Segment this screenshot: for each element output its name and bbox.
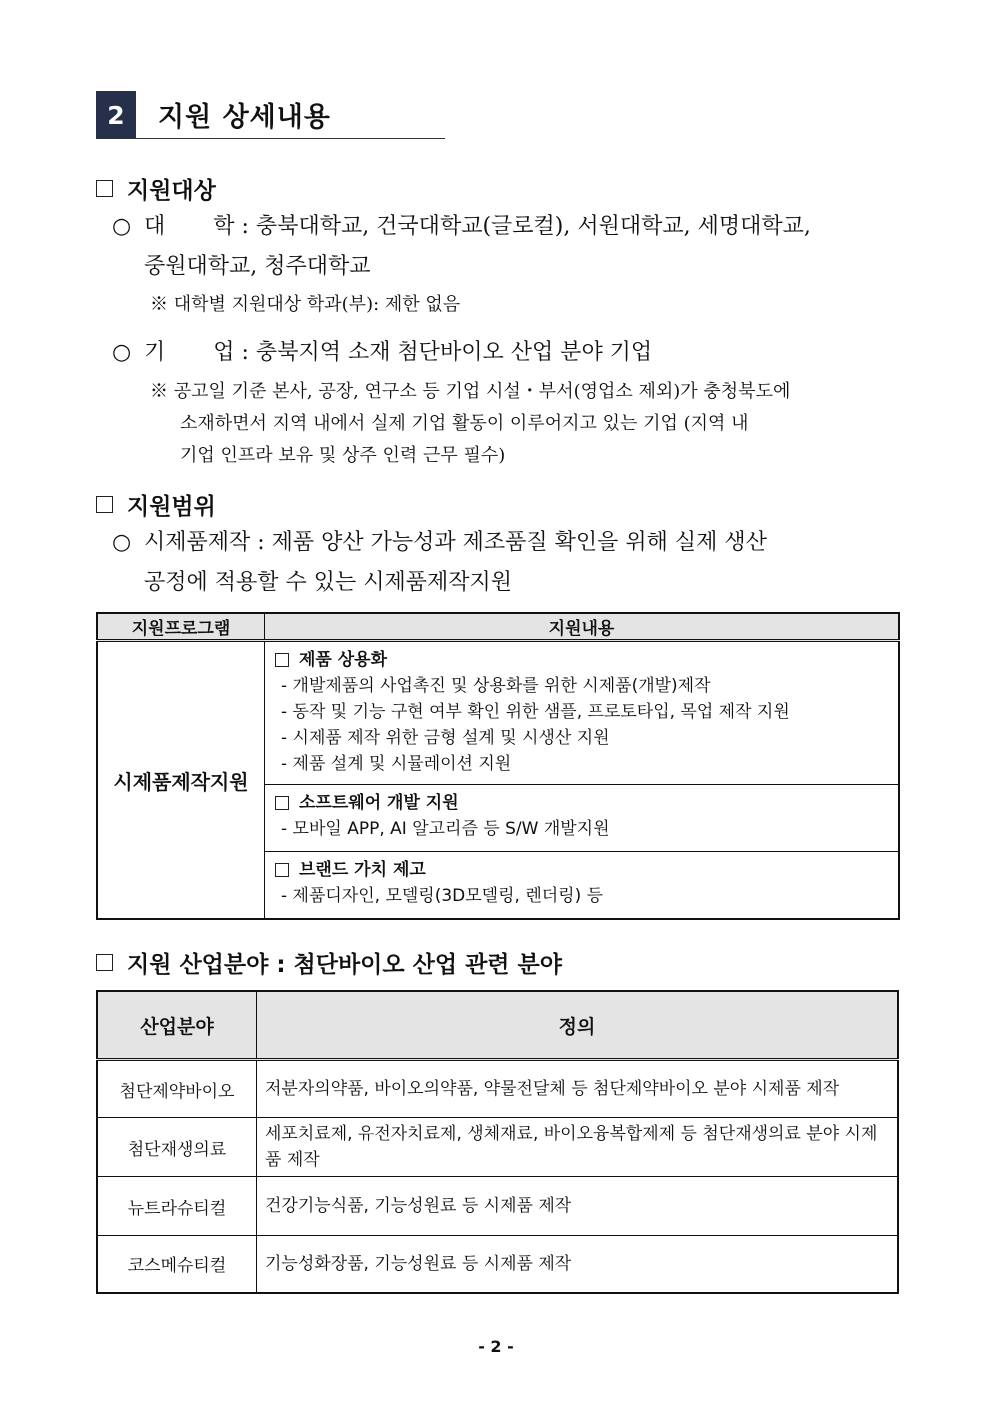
field-cell: 첨단제약바이오: [97, 1060, 257, 1118]
list-item: - 개발제품의 사업촉진 및 상용화를 위한 시제품(개발)제작: [281, 676, 711, 696]
checkbox-square-icon: [96, 954, 113, 971]
definition-cell: 기능성화장품, 기능성원료 등 시제품 제작: [257, 1236, 899, 1293]
circle-bullet-icon: ○: [112, 530, 132, 555]
table-row: [97, 1060, 898, 1118]
company-bullet: [112, 333, 902, 373]
industry-table-header: [97, 991, 898, 1060]
company-note-1: ※ 공고일 기준 본사, 공장, 연구소 등 기업 시설・부서(영업소 제외)가 충청북도에: [150, 381, 791, 402]
industry-heading: [96, 946, 562, 979]
scope-line-2: 공정에 적용할 수 있는 시제품제작지원: [144, 570, 513, 595]
section-number: 2: [96, 91, 136, 139]
program-table-header: [97, 613, 899, 641]
group-title-text: 브랜드 가치 제고: [299, 860, 426, 880]
section-title: 지원 상세내용: [158, 102, 331, 133]
table-row: [97, 1118, 898, 1177]
target-heading-text: 지원대상: [127, 178, 216, 204]
university-text-cont: 중원대학교, 청주대학교: [144, 254, 371, 279]
header-program: 지원프로그램: [97, 613, 265, 641]
table-row: [97, 1236, 898, 1293]
checkbox-square-icon: [275, 796, 289, 810]
checkbox-square-icon: [275, 863, 289, 877]
list-item: - 제품 설계 및 시뮬레이션 지원: [281, 754, 512, 774]
page-number: - 2 -: [478, 1337, 514, 1356]
company-note-3: 기업 인프라 보유 및 상주 인력 근무 필수): [180, 445, 506, 466]
table-row: [97, 641, 899, 785]
list-item: - 시제품 제작 위한 금형 설계 및 시생산 지원: [281, 728, 610, 748]
circle-bullet-icon: ○: [112, 340, 132, 365]
checkbox-square-icon: [96, 180, 113, 197]
group-title: [275, 790, 898, 816]
list-item: - 동작 및 기능 구현 여부 확인 위한 샘플, 프로토타입, 목업 제작 지원: [281, 702, 790, 722]
list-item: - 제품디자인, 모델링(3D모델링, 렌더링) 등: [281, 886, 604, 906]
university-label-a: 대: [144, 214, 166, 239]
circle-bullet-icon: ○: [112, 214, 132, 239]
field-cell: 코스메슈티컬: [97, 1236, 257, 1293]
header-content: 지원내용: [265, 613, 900, 641]
content-group-2: [265, 785, 900, 852]
table-row: [97, 1177, 898, 1236]
program-name: 시제품제작지원: [97, 641, 265, 920]
scope-heading-text: 지원범위: [127, 494, 216, 520]
header-definition: 정의: [257, 991, 899, 1060]
company-text: : 충북지역 소재 첨단바이오 산업 분야 기업: [241, 340, 653, 365]
scope-bullet: [112, 523, 902, 563]
field-cell: 뉴트라슈티컬: [97, 1177, 257, 1236]
industry-heading-text: 지원 산업분야 : 첨단바이오 산업 관련 분야: [127, 952, 562, 978]
definition-cell: 저분자의약품, 바이오의약품, 약물전달체 등 첨단제약바이오 분야 시제품 제작: [257, 1060, 899, 1118]
program-table: [96, 612, 900, 920]
content-group-3: [265, 852, 900, 920]
scope-line-1: 시제품제작 : 제품 양산 가능성과 제조품질 확인을 위해 실제 생산: [144, 530, 767, 555]
section-underline: [96, 138, 445, 139]
university-note: ※ 대학별 지원대상 학과(부): 제한 없음: [150, 294, 461, 315]
content-group-1: [265, 641, 900, 785]
group-title: [275, 857, 898, 883]
field-cell: 첨단재생의료: [97, 1118, 257, 1177]
list-item: - 모바일 APP, AI 알고리즘 등 S/W 개발지원: [281, 819, 610, 839]
group-title: [275, 647, 898, 673]
definition-cell: 세포치료제, 유전자치료제, 생체재료, 바이오융복합제제 등 첨단재생의료 분야 시제품 제작: [257, 1118, 899, 1177]
industry-table: [96, 990, 899, 1294]
group-title-text: 제품 상용화: [299, 650, 388, 670]
university-text: : 충북대학교, 건국대학교(글로컬), 서원대학교, 세명대학교,: [241, 214, 811, 239]
checkbox-square-icon: [275, 653, 289, 667]
university-bullet: [112, 207, 902, 247]
university-label-b: 학: [213, 214, 235, 239]
group-title-text: 소프트웨어 개발 지원: [299, 793, 459, 813]
company-note-2: 소재하면서 지역 내에서 실제 기업 활동이 이루어지고 있는 기업 (지역 내: [180, 413, 749, 434]
checkbox-square-icon: [96, 496, 113, 513]
header-field: 산업분야: [97, 991, 257, 1060]
company-label-b: 업: [213, 340, 235, 365]
scope-heading: [96, 488, 216, 521]
definition-cell: 건강기능식품, 기능성원료 등 시제품 제작: [257, 1177, 899, 1236]
target-heading: [96, 172, 216, 205]
company-label-a: 기: [144, 340, 166, 365]
